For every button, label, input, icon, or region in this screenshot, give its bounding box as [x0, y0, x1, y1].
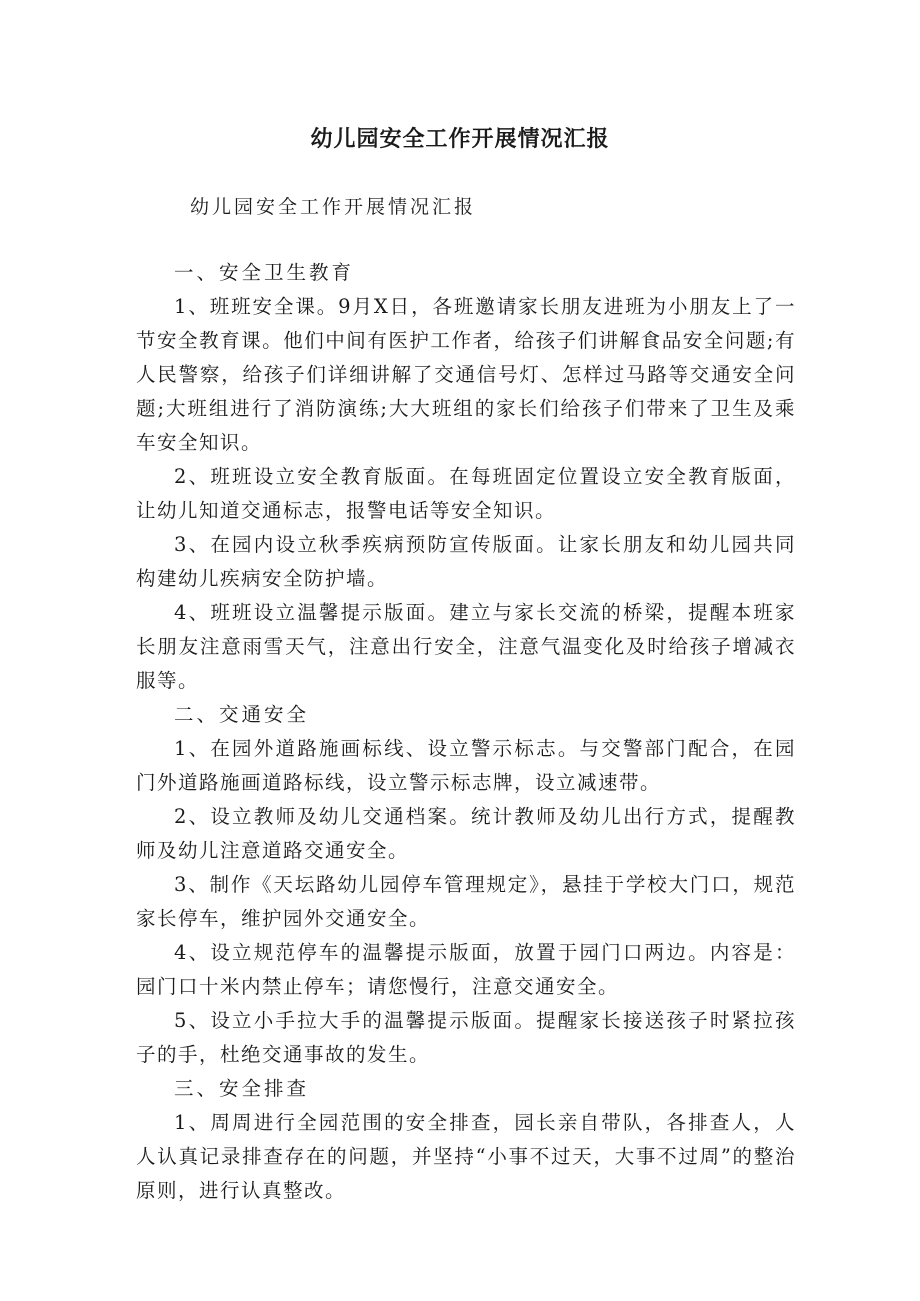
paragraph: 3、在园内设立秋季疾病预防宣传版面。让家长朋友和幼儿园共同构建幼儿疾病安全防护墙。 — [136, 533, 796, 590]
paragraph: 1、班班安全课。9月X日，各班邀请家长朋友进班为小朋友上了一节安全教育课。他们中间有医护工作者，给孩子们讲解食品安全问题;有人民警察，给孩子们详细讲解了交通信号灯、怎样过马路等交通安全问题;大班组进行了消防演练;大大班组的家长们给孩子们带来了卫生及乘车安全知识。 — [136, 295, 796, 454]
paragraph: 2、设立教师及幼儿交通档案。统计教师及幼儿出行方式，提醒教师及幼儿注意道路交通安全。 — [136, 805, 796, 862]
section-heading: 一、安全卫生教育 — [174, 261, 355, 284]
paragraph: 1、周周进行全园范围的安全排查，园长亲自带队，各排查人，人人认真记录排查存在的问题，并坚持“小事不过天，大事不过周”的整治原则，进行认真整改。 — [136, 1111, 796, 1202]
paragraph: 4、班班设立温馨提示版面。建立与家长交流的桥梁，提醒本班家长朋友注意雨雪天气，注意出行安全，注意气温变化及时给孩子增减衣服等。 — [136, 601, 796, 692]
section-heading: 二、交通安全 — [174, 703, 310, 726]
paragraph: 5、设立小手拉大手的温馨提示版面。提醒家长接送孩子时紧拉孩子的手，杜绝交通事故的发生。 — [136, 1009, 796, 1066]
paragraph: 4、设立规范停车的温馨提示版面，放置于园门口两边。内容是：园门口十米内禁止停车；请您慢行，注意交通安全。 — [136, 941, 796, 998]
document-body — [136, 256, 796, 1208]
document-title: 幼儿园安全工作开展情况汇报 — [310, 127, 610, 152]
section-heading: 三、安全排查 — [174, 1077, 310, 1100]
paragraph: 1、在园外道路施画标线、设立警示标志。与交警部门配合，在园门外道路施画道路标线，设立警示标志牌，设立减速带。 — [136, 737, 796, 794]
document-subtitle: 幼儿园安全工作开展情况汇报 — [190, 196, 477, 218]
paragraph: 2、班班设立安全教育版面。在每班固定位置设立安全教育版面，让幼儿知道交通标志，报警电话等安全知识。 — [136, 465, 796, 522]
paragraph: 3、制作《天坛路幼儿园停车管理规定》，悬挂于学校大门口，规范家长停车，维护园外交通安全。 — [136, 873, 796, 930]
